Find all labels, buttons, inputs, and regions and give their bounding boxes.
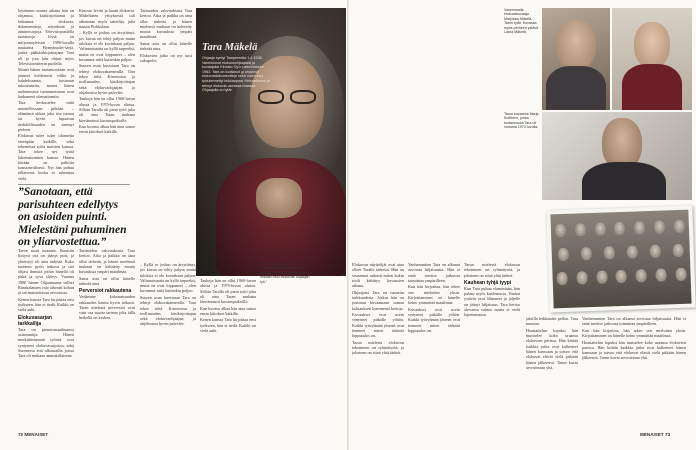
right-col1: [352, 262, 404, 428]
photo-face: [555, 224, 566, 237]
paragraph: Kun hän kirjoittaa, hän tekee sen mieluiten yksin. Kirjoittaminen on hänelle keino ymmärtää maailmaa.: [582, 327, 686, 339]
paragraph: Sama asia on ollut hänelle tärkeää aina.: [140, 40, 192, 52]
left-col1-top: [18, 8, 74, 182]
paragraph: Tarinoiden vahvuuksista Tara kertoo. Aika ja paikka on aina ollut tärkeää, ja hänen mielensä mukaan on kehitetty monia kuvauksia ympäri maailmaa.: [140, 8, 192, 40]
side-caption: Vasemmalla elokuvakuvaaja Marjukka Mäkelä, Tarun tytär. Kuvassa myös perheen ystävä Laura Mäkelä.: [504, 8, 539, 35]
paragraph: Kenen kanssa Tara kirjoittaa ensi työkseen, hän ei tiedä. Kaikki on vielä auki.: [18, 296, 74, 313]
folio-left: [18, 432, 48, 437]
right-col5: [582, 316, 686, 428]
paragraph: Kun kuvaus alkaa hän aina sanoo ensin kiitokset kaikille.: [79, 123, 135, 135]
paragraph: Monet hänen tuotantoistaan ovat jääneet kielteisesti väliin ja kahdeksaanta, toisinaan tuhoutuneita, monet hänen uudemmista tuotannoistaan ovat kadonneet olemattomiin.: [18, 67, 74, 99]
left-col4-bottom: [200, 278, 256, 428]
folio-right: [640, 432, 670, 437]
bio-text: Ohjaaja syntyi Tampereella 1.4.1938. Valmistunut elokuvaohjaajaksi ja kuvaajaksi Kinosto Oy:n palvelukseen 1963. Tara on tuottanut ja ohjannut elokuvadokumentteja sekä mainoksia, työskennellyt leikkaajana Yleisradiossa ja tehnyt elokuvia useassa maassa. Ohjaajalla on tytär.: [202, 56, 270, 93]
photo-face: [650, 245, 661, 258]
photo-body: [546, 66, 606, 110]
paragraph: Kenen kanssa Tara kirjoittaa ensi työkseen, hän ei tiedä. Kaikki on vielä auki.: [200, 317, 256, 334]
photo-hand: [256, 178, 302, 218]
photo-face: [558, 248, 569, 261]
photo-daughter: [542, 8, 610, 110]
paragraph: Vanhemmiten Tara on alkanut arvostaa hiljaisuutta. Hän ei enää tarvitse jatkuvaa toimintaa ympärilleen.: [582, 316, 686, 327]
photo-face: [614, 222, 625, 235]
side-caption: Tarun kuvaama Marja Kuittinen, jonka tuotannossa Tara oli mukana 1970-luvulla.: [504, 112, 539, 130]
paragraph: Tarun mielestä elokuvan tekeminen on ryhmätyötä, ja jokainen on siinä yhtä tärkeä.: [352, 339, 404, 356]
photo-glasses: [290, 90, 316, 104]
left-col2-top: [79, 8, 135, 182]
page-number: 73: [665, 432, 671, 437]
paragraph: Tarinoiden vahvuuksista Tara kertoo. Aika ja paikka on aina ollut tärkeää, ja hänen mielensä mukaan on kehitetty monia kuvauksia ympäri maailmaa.: [79, 248, 135, 275]
photo-face: [557, 272, 568, 285]
subheading: Perversiot rakkautena: [79, 288, 132, 295]
group-photo-framed: [546, 205, 695, 312]
paragraph: Elokuvat tulee tulee tilannetta eteenpäin kaikille, sekä tekemässä työtä muisten kanssa. Tara tekee nyt työtä lukemattomien kanssa. Hänen töitään on palkittu kansainvälisesti. Nyt hän puhuu tällaisesta koska se aiheuttaa vielä.: [18, 133, 74, 181]
photo-face: [673, 220, 684, 233]
photo-face: [655, 268, 666, 281]
paragraph: Taukoja hän on ollut 1960-luvun alussa ja 1970-luvun alussa. Silloin Taralla oli pieni tyttö joka oli aina Taran mukana kiertämässä kuvauspaikoille.: [79, 96, 135, 123]
paragraph: Kun hän kirjoittaa, hän tekee sen mieluiten yksin. Kirjoittaminen on hänelle keino ymmärtää maailmaa.: [408, 284, 460, 306]
photo-face: [596, 270, 607, 283]
paragraph: – Kyllä se joskus on ärsyttänyt, jos kuvaa on tehty paljon mutta tuloksia ei ole kovinkaan paljon. Valinnaisuutta on kyllä tarpeeksi, mutta ne ovat loppuneet – olen kuvannut niitä kuitenkin paljon.: [79, 30, 135, 62]
paragraph: Taukoja hän on ollut 1960-luvun alussa ja 1970-luvun alussa. Silloin Taralla oli pieni tyttö joka oli aina Taran mukana kiertämässä kuvauspaikoille.: [200, 278, 256, 305]
bio-title: Tara Mäkelä: [202, 42, 258, 53]
paragraph: Haastattelun lopuksi hän muistelee koko uraansa elokuvien parissa. Hän kiittää kaikkia jotka ovat kulkeneet hänen kanssaan ja toivoo että elokuvat elävät vielä pitkään hänen jälkeensä. Tarun kuvia arvostetaan yhä.: [582, 339, 686, 361]
bio-box: [202, 42, 272, 93]
page-number: 72: [18, 432, 24, 437]
subheading: Elokuvasarjan tarkkailija: [18, 314, 52, 327]
paragraph: Suuren osan kuvistaan Tara on tehnyt elokuvakameralla. Tara tekee töitä Kinostossa ja teollisuuden, käsikirjoittajan sekä elokuvaohjaajan, ja ohjelmissa hyvin palvelee.: [79, 63, 135, 95]
paragraph: Tarun suuri tuotanto. Ihmisiin liittyvä osa on jäänyt pois, ja yhteistyö oli aina tärkeää. Koko tuotanto pyöri tarkasti ja sitä ohjasi ihmisiä joihin hänellä oli pitkä ja syvä yhteys. Vuonna 1980 hänen Ohjaamansa trilleri Ranskalainen valo aiheutti kohun ja sai muistettavaa arvostusta.: [18, 248, 74, 296]
photo-face: [627, 245, 638, 258]
paragraph: kestäneen uransa aikana hän on ohjannut, käsikirjoittanut ja leikannut elokuvia, dokumentteja, näytelmiä ja ääniteosarjoja. Televisiopuolella tuotantoja löytä on miljoonayleisön 1980-luvulla nauttanut Hymyhuulet-sarja, jonka pääkäsikirjoittajana Tara oli ja jota hän ohjasi myös Televisioteatterin puolella.: [18, 8, 74, 66]
photo-face: [575, 223, 586, 236]
photo-face: [616, 270, 627, 283]
photo-face: [604, 246, 615, 259]
photo-face: [673, 244, 684, 257]
paragraph: Kuvaukset ovat usein venyneet pitkälle yöhön. Kaikki työryhmän jäsenet ovat tienneet miten tärkeää lopputulos on.: [408, 306, 460, 333]
paragraph: Vanhemmiten Tara on alkanut arvostaa hiljaisuutta. Hän ei enää tarvitse jatkuvaa toimintaa ympärilleen.: [408, 262, 460, 283]
group-photo-image: [550, 210, 691, 309]
magazine-name: MENAISET: [24, 432, 49, 437]
paragraph: Elokuvan näyttelijät ovat aina olleet Taralle tärkeitä. Hän on seurannut tarkasti miten kukin rooli kehittyy kuvausten aikana.: [352, 262, 404, 289]
photo-body: [582, 162, 666, 200]
paragraph: – Kyllä se joskus on ärsyttänyt, jos kuvaa on tehty paljon mutta tuloksia ei ole kovinkaan paljon. Valinnaisuutta on kyllä tarpeeksi, mutta ne ovat loppuneet – olen kuvannut niitä kuitenkin paljon.: [140, 262, 196, 294]
paragraph: Suuren osan kuvistaan Tara on tehnyt elokuvakameralla. Tara tekee töitä Kinostossa ja teollisuuden, käsikirjoittajan sekä elokuvaohjaajan, ja ohjelmissa hyvin palvelee.: [140, 294, 196, 327]
paragraph: Elokuvien jatko on nyt uusi sukupolvi.: [140, 52, 192, 64]
photo-caption: ”Omaksi päätöksi ovat vaihtuneet elokuvakameran kanssa. Se on helpompaa kuin mikään muu elokuvan ohjaajan työ.”: [260, 262, 310, 284]
page-gutter: [347, 0, 349, 450]
photo-face: [556, 20, 596, 70]
paragraph: Kinosto levitti ja hautti elokuvia. Mäkeliäsen yrityksestä tuli aikoinaan myös taiteilija, joka muutti Pirkkalaan.: [79, 8, 135, 29]
photo-row: [552, 244, 690, 262]
photo-portrait-bw: [542, 112, 692, 200]
paragraph: Haastattelun lopuksi hän muistelee koko uraansa elokuvien parissa. Hän kiittää kaikkia jotka ovat kulkeneet hänen kanssaan ja toivoo että elokuvat elävät vielä pitkään hänen jälkeensä. Tarun kuvia arvostetaan yhä.: [526, 327, 578, 370]
right-col3: [464, 262, 520, 428]
photo-face: [634, 221, 645, 234]
paragraph: Tarun mielestä elokuvan tekeminen on ryhmätyötä, ja jokainen on siinä yhtä tärkeä.: [464, 262, 520, 278]
paragraph: Kuvaukset ovat usein venyneet pitkälle yöhön. Kaikki työryhmän jäsenet ovat tienneet miten tärkeää lopputulos on.: [352, 312, 404, 339]
left-col3-top: [140, 8, 192, 182]
paragraph: Tara on pienoismaailmansa asiantuntija. Hänen merkittävimmät työnsä ovat syntyneet elokuvasarjoissa, sekä Suomessa että ulkomailla joissa Tara oli mukana ammattilaisena.: [18, 326, 74, 359]
photo-face: [675, 268, 686, 281]
photo-face: [581, 247, 592, 260]
paragraph: Ohjaajana Tara on tunnettu tarkkuudesta. Joskus hän on joutunut kuvaamaan saman kohtauksen kymmeniä kertoja.: [352, 289, 404, 311]
photo-face: [576, 271, 587, 284]
photo-row: [552, 268, 690, 286]
paragraph: Kun kuvaus alkaa hän aina sanoo ensin kiitokset kaikille.: [200, 305, 256, 316]
photo-face: [594, 223, 605, 236]
pull-quote: ”Sanotaan, että parisuhteen edellytys on asioiden puinti. Mielestäni puhuminen on yliarvostettua.”: [18, 185, 127, 249]
magazine-name: MENAISET: [640, 432, 664, 437]
photo-body: [622, 64, 682, 110]
left-col1-bottom: [18, 248, 74, 428]
paragraph: Tara keskustelee niitä muistellessaan pitkään – elämänsä uhkaa joko itse tuonut tai hyvin lupaavan mahdollisuuden on mennyt pieleen.: [18, 100, 74, 132]
photo-face: [634, 22, 670, 68]
right-col2: [408, 262, 460, 428]
paragraph: Sama asia on ollut hänelle tärkeää aina.: [79, 275, 135, 286]
right-col4: [526, 316, 578, 428]
paragraph: Vedämme kokonaisuuden rakkauden kautta hyvin tarkasti. Taran mielestä perversiot ovat vain osa suurta tarinaa joka tällä hetkellä on kesken.: [79, 294, 135, 321]
paragraph: jaloilla leikkaudet pellon. Tara muistaa.: [526, 316, 578, 327]
photo-woman-red: [612, 8, 692, 110]
left-col3-bottom: [140, 262, 196, 428]
subheading: Kauhean tyhjä tyypi: [464, 279, 512, 286]
paragraph: Kun Tara puhuu elämästään, hän puhuu myös kuolemasta. Vanhat ystävät ovat lähteneet ja jäljelle on jäänyt hiljaisuus. Tara kertoo olevansa valmis mutta ei vielä lopettamassa.: [464, 285, 520, 318]
photo-row: [551, 220, 689, 238]
photo-face: [654, 220, 665, 233]
left-col2-bottom: [79, 248, 135, 428]
photo-face: [636, 269, 647, 282]
